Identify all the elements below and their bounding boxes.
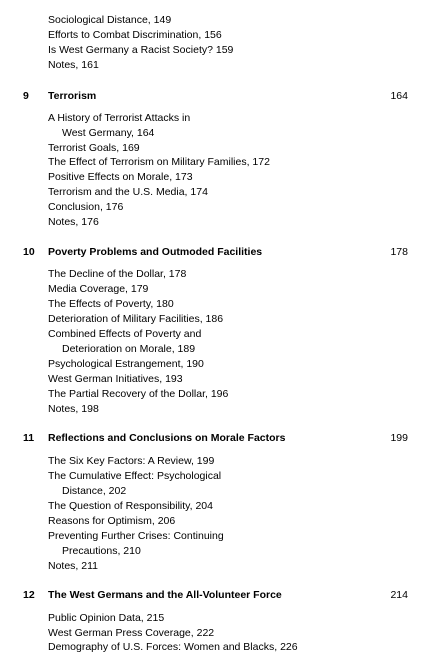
chapter-title: Reflections and Conclusions on Morale Factors [48,432,286,444]
toc-entry: Psychological Estrangement, 190 [48,358,204,370]
toc-entry: The Decline of the Dollar, 178 [48,268,187,280]
toc-entry: Precautions, 210 [62,545,141,557]
toc-entry: The Six Key Factors: A Review, 199 [48,455,215,467]
toc-entry: West Germany, 164 [62,127,155,139]
chapter-page: 164 [390,90,408,102]
toc-entry: Public Opinion Data, 215 [48,612,165,624]
chapter-title: Poverty Problems and Outmoded Facilities [48,246,263,258]
toc-entry: Preventing Further Crises: Continuing [48,530,224,542]
toc-entry: Combined Effects of Poverty and [48,328,202,340]
toc-entry: Deterioration on Morale, 189 [62,343,196,355]
toc-entry: Demography of U.S. Forces: Women and Blacks, 226 [48,641,298,653]
toc-entry: The Effects of Poverty, 180 [48,298,174,310]
toc-entry: The Cumulative Effect: Psychological [48,470,222,482]
toc-entry: The Partial Recovery of the Dollar, 196 [48,388,229,400]
chapter-page: 199 [390,432,408,444]
toc-entry: The Effect of Terrorism on Military Families, 172 [48,156,270,168]
toc-entry: Positive Effects on Morale, 173 [48,171,193,183]
toc-entry: Terrorism and the U.S. Media, 174 [48,186,208,198]
toc-entry: Reasons for Optimism, 206 [48,515,176,527]
toc-entry: Notes, 161 [48,59,99,71]
chapter-title: Terrorism [48,90,97,102]
chapter-title: The West Germans and the All-Volunteer Force [48,589,282,601]
toc-entry: The Question of Responsibility, 204 [48,500,213,512]
toc-entry: Sociological Distance, 149 [48,14,172,26]
toc-entry: A History of Terrorist Attacks in [48,112,191,124]
chapter-page: 214 [390,589,408,601]
chapter-number: 9 [23,90,29,102]
toc-entry: Is West Germany a Racist Society? 159 [48,44,234,56]
chapter-page: 178 [390,246,408,258]
toc-entry: Distance, 202 [62,485,127,497]
chapter-number: 10 [23,246,35,258]
toc-entry: Deterioration of Military Facilities, 186 [48,313,224,325]
toc-entry: West German Press Coverage, 222 [48,627,215,639]
toc-entry: Efforts to Combat Discrimination, 156 [48,29,222,41]
toc-entry: Media Coverage, 179 [48,283,149,295]
toc-entry: West German Initiatives, 193 [48,373,183,385]
toc-entry: Terrorist Goals, 169 [48,142,140,154]
toc-entry: Conclusion, 176 [48,201,124,213]
toc-entry: Notes, 211 [48,560,99,572]
chapter-number: 11 [23,432,35,444]
toc-entry: Notes, 198 [48,403,99,415]
chapter-number: 12 [23,589,35,601]
toc-entry: Notes, 176 [48,216,99,228]
